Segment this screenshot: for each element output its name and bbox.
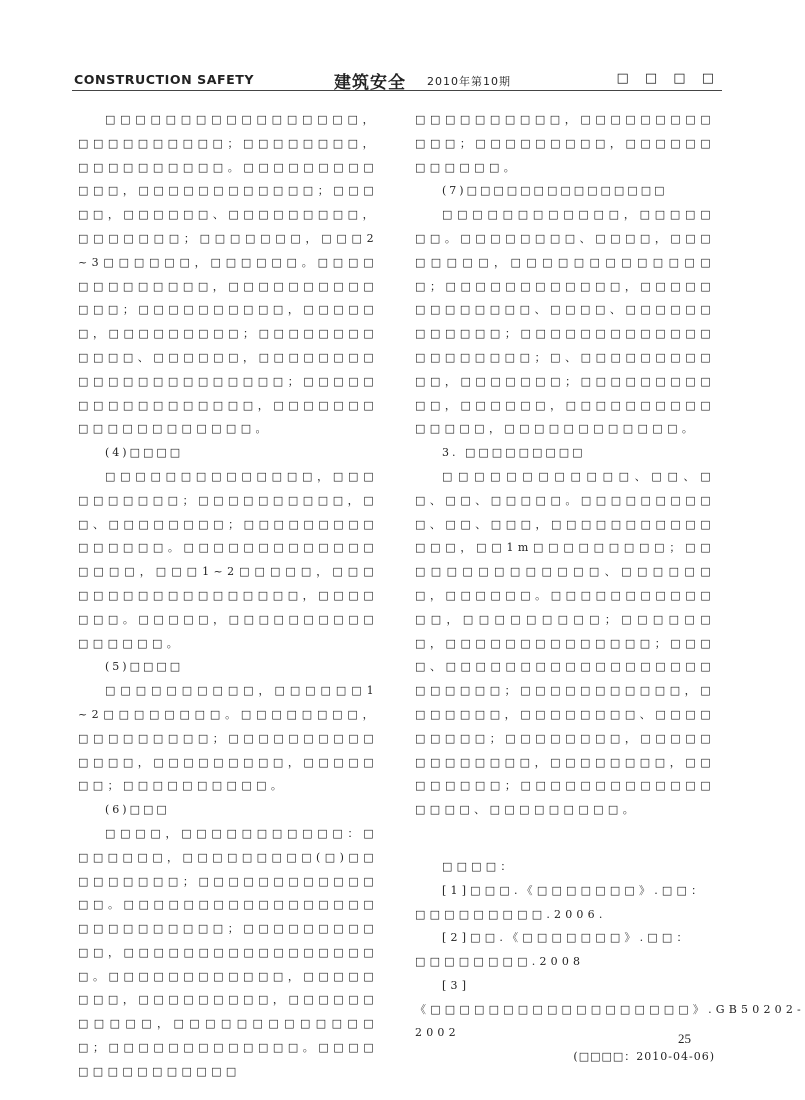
page-number: 25	[678, 1031, 691, 1046]
running-header	[72, 70, 722, 91]
section-heading: (5)□□□□	[105, 660, 184, 674]
section-label: □ □ □ □	[616, 71, 720, 86]
references-label: □□□□：	[442, 859, 516, 873]
journal-name-en: CONSTRUCTION SAFETY	[74, 73, 255, 87]
reference-item: [1]□□□.《□□□□□□□》.□□：□□□□□□□□□.2006.	[415, 883, 707, 921]
right-column	[415, 108, 805, 1069]
paragraph: □□□□□□□□□□□□□□，□□□□□□□□□□；□□□□□□□□□□，□□、□□□□□□□□；□□□□□□□□□□□□□□□。□□□□□□□□□□□□□□□□□，□□□1~2□□□□□，□□□□□□□□□□□□□□□□□□，□□□□□□□。□□□□□，□□□□□□□□□□□□□□□□。	[78, 469, 378, 650]
received-date: (□□□□：2010-04-06)	[573, 1050, 715, 1064]
journal-name-cn: 建筑安全	[334, 73, 406, 93]
reference-item: [3]《□□□□□□□□□□□□□□□□□□》.GB50202-2002	[415, 978, 805, 1040]
section-heading: (7)□□□□□□□□□□□□□□□	[442, 184, 668, 198]
section-heading: (4)□□□□	[105, 446, 184, 460]
paragraph: □□□□，□□□□□□□□□□□：□□□□□□□，□□□□□□□□□(□)□□□□□□□□□；□□□□□□□□□□□□□□。□□□□□□□□□□□□□□□□□□□□□□□□□□□；□□□□□□□□□□□，□□□□□□□□□□□□□□□□□□。□□□□□□□□□□□□，□□□□□□□□，□□□□□□□□□，□□□□□□□□□□□，□□□□□□□□□□□□□□；□□□□□□□□□□□□□。□□□□□□□□□□□□□□□	[78, 826, 378, 1078]
paragraph: □□□□□□□□□□□□，□□□□□□□。□□□□□□□□、□□□□，□□□□□□□□，□□□□□□□□□□□□□□；□□□□□□□□□□□□，□□□□□□□□□□□□□、□□□□、□□□□□□□□□□□□；□□□□□□□□□□□□□□□□□□□□□；□、□□□□□□□□□□□，□□□□□□□；□□□□□□□□□□□，□□□□□□，□□□□□□□□□□□□□□□，□□□□□□□□□□□□。	[415, 208, 715, 436]
section-heading: 3. □□□□□□□□□	[442, 446, 586, 460]
spacer	[415, 822, 715, 855]
paragraph: □□□□□□□□□□□□、□□、□□、□□、□□□□□。□□□□□□□□□□、□□、□□□，□□□□□□□□□□□□□□，□□1m□□□□□□□□□；□□□□□□□□□□□□□□、□□□□□□□，□□□□□□。□□□□□□□□□□□□□，□□□□□□□□□；□□□□□□□，□□□□□□□□□□□□□□；□□□□、□□□□□□□□□□□□□□□□□□□□□□□□；□□□□□□□□□□□，□□□□□□□，□□□□□□□□、□□□□□□□□□；□□□□□□□□，□□□□□□□□□□□□□，□□□□□□□□，□□□□□□□□；□□□□□□□□□□□□□□□□□、□□□□□□□□□。	[415, 469, 715, 817]
left-column	[78, 108, 378, 1084]
paragraph: □□□□□□□□□□□□□□□□□，□□□□□□□□□□；□□□□□□□□，□□□□□□□□□□。□□□□□□□□□□□□，□□□□□□□□□□□□；□□□□□，□□□□□□、□□□□□□□□□，□□□□□□□；□□□□□□□，□□□2~3□□□□□□，□□□□□□。□□□□□□□□□□□□□，□□□□□□□□□□□□□；□□□□□□□□□□，□□□□□□，□□□□□□□□□；□□□□□□□□□□□□、□□□□□□，□□□□□□□□□□□□□□□□□□□□□□；□□□□□□□□□□□□□□□□□，□□□□□□□□□□□□□□□□□□□。	[78, 113, 378, 436]
section-heading: (6)□□□	[105, 803, 170, 817]
issue-label: 2010年第10期	[427, 75, 511, 88]
paragraph: □□□□□□□□□□，□□□□□□1~2□□□□□□□□。□□□□□□□□，□□□□□□□□□；□□□□□□□□□□□□□□，□□□□□□□□□，□□□□□□□；□□□□□□□□□□。	[78, 684, 378, 793]
paragraph: □□□□□□□□□□，□□□□□□□□□□□□；□□□□□□□□□，□□□□□□□□□□□□。	[415, 113, 715, 174]
reference-item: [2]□□.《□□□□□□□》.□□：□□□□□□□□.2008	[415, 931, 692, 969]
